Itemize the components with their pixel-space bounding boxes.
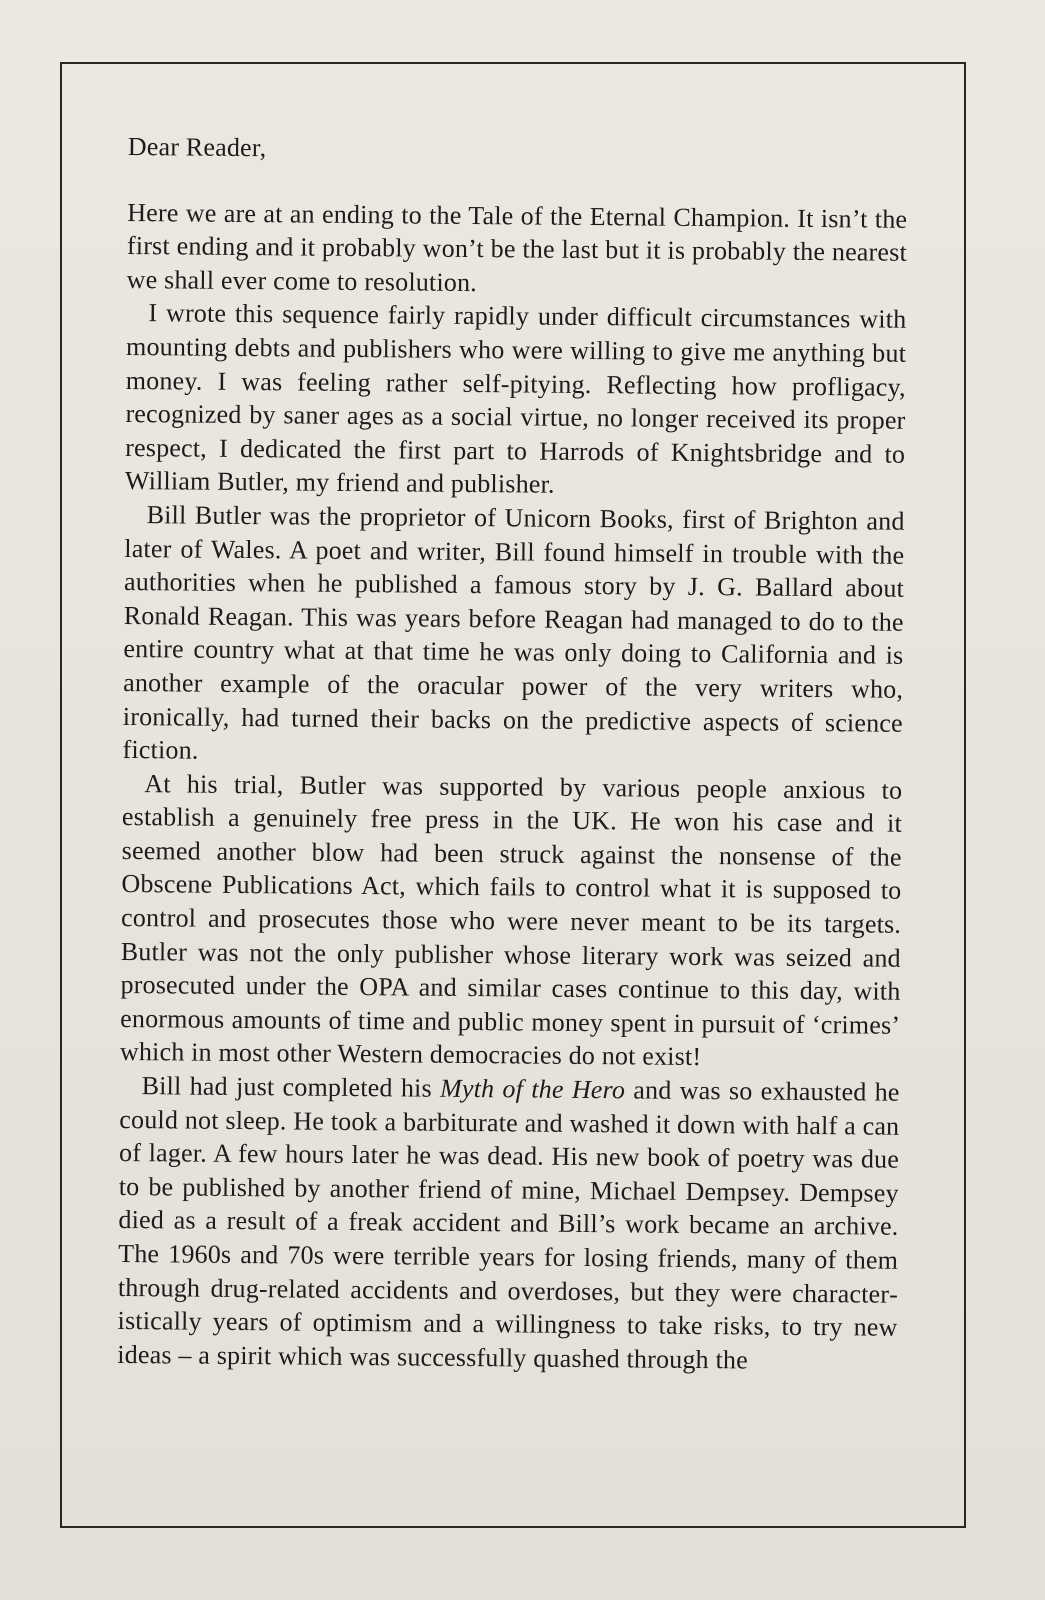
letter-paragraph: Bill Butler was the proprietor of Unicorn Books, first of Brighton and later of Wales. A poet and writer, Bill found himself in trouble with the authorities when he published a famous story by J. G. Ballard about Ronald Reagan. This was years before Reagan had managed to do to the entire country what at that time he was only doing to California and is another example of the oracular power of the very writers who, ironically, had turned their backs on the predictive aspects of science fiction.	[122, 500, 905, 765]
letter-paragraph: At his trial, Butler was supported by various people anxious to establish a genuinely free press in the UK. He won his case and it seemed another blow had been struck against the nonsense of the Obscene Publications Act, which fails to control what it is supposed to control and prosecutes those who were never meant to be its targets. Butler was not the only publisher whose literary work was seized and prosecuted under the OPA and similar cases continue to this day, with enormous amounts of time and public money spent in pursuit of ‘crimes’ which in most other Western democracies do not exist!	[119, 768, 903, 1072]
letter-paragraph: I wrote this sequence fairly rapidly under difficult circumstances with mounting debts and publishers who were willing to give me anything but money. I was feeling rather self-pitying. Reflecting how profligacy, recognized by saner ages as a social virtue, no longer received its proper respect, I dedicated the first part to Harrods of Knightsbridge and to William Butler, my friend and publisher.	[124, 298, 907, 500]
paragraph-text-before-title: Bill had just completed his	[141, 1071, 441, 1103]
letter-paragraph: Here we are at an ending to the Tale of the Eternal Champion. It isn’t the first ending and it probably won’t be the last but it is probably the nearest we shall ever come to resolution.	[126, 197, 908, 297]
letter-body	[117, 130, 908, 1378]
paragraph-text-after-title: and was so exhausted he could not sleep. He took a barbiturate and washed it down with half a can of lager. A few hours later he was dead. His new book of poetry was due to be published by another friend of mine, Michael Dempsey. Dempsey died as a result of a freak accident and Bill’s work became an archive. The 1960s and 70s were terrible years for losing friends, many of them through drug-related accidents and overdoses, but they were characteristically years of optimism and a willingness to take risks, to try new ideas – a spirit which was successfully quashed through the	[117, 1075, 900, 1375]
book-title-italic: Myth of the Hero	[439, 1073, 626, 1105]
letter-paragraph-last	[117, 1069, 900, 1378]
letter-salutation: Dear Reader,	[127, 131, 267, 163]
